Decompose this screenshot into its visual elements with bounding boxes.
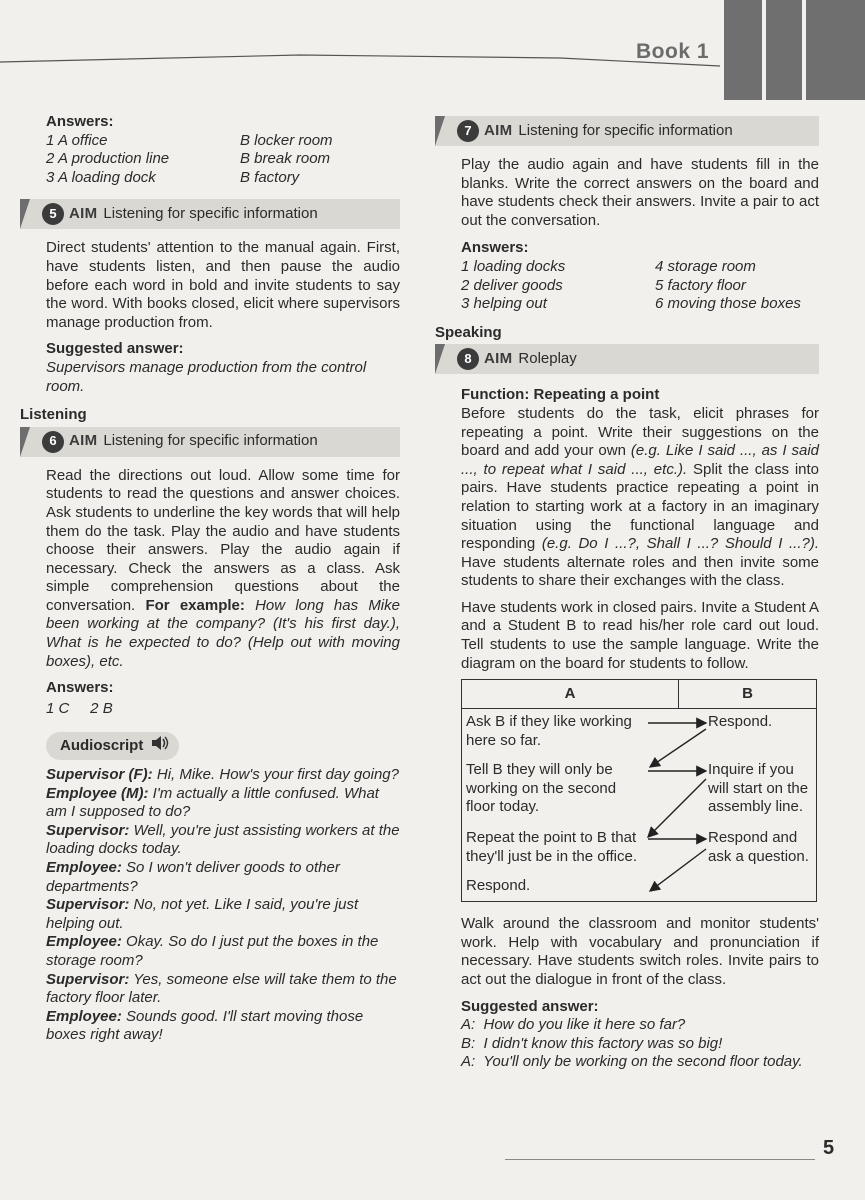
roleplay-diagram — [461, 679, 817, 902]
task8-suggested-heading: Suggested answer: — [461, 997, 599, 1015]
task8-suggested: A: How do you like it here so far? B: I didn't know this factory was so big! A: You'll only be working on the second floor today. — [461, 1016, 803, 1071]
task5-suggested: Supervisors manage production from the control room. — [46, 358, 367, 395]
task5-title: Listening for specific information — [103, 205, 318, 223]
right-column — [435, 116, 820, 1072]
task7-body: Play the audio again and have students fill in the blanks. Write the correct answers on the board and have students check their answers. Invite a pair to act out the conversation. — [461, 156, 819, 229]
diagram-a4: Respond. — [466, 877, 531, 895]
task5-aim-bar: 5 AIM Listening for specific information — [20, 199, 400, 229]
task8-body1: Before students do the task, elicit phrases for repeating a point. Write their suggestions on the board and add your own (e.g. Like I said ..., as I said ..., to repeat what I said ..., etc.). Split the class into pairs. Have students practice repeating a point in relation to starting work at a factory in an imaginary situation using the functional language and responding (e.g. Do I ...?, Shall I ...? Should I ...?). Have students alternate roles and then invite some students to share their exchanges with the class. — [461, 404, 820, 590]
diagram-b3: Respond and ask a question. — [708, 829, 809, 865]
diagram-col-b: B — [679, 680, 817, 709]
answers-list: 1 A office B locker room 2 A production line B break room 3 A loading dock B factory — [46, 131, 333, 186]
task8-title: Roleplay — [518, 350, 577, 368]
left-column — [20, 110, 400, 1045]
answers-heading: Answers: — [46, 113, 114, 130]
task5-suggested-heading: Suggested answer: — [46, 340, 184, 358]
diagram-b2: Inquire if you will start on the assembly line. — [708, 761, 809, 816]
footer-rule — [505, 1159, 815, 1160]
function-heading: Function: Repeating a point — [461, 386, 660, 404]
task6-answers: 1 C 2 B — [46, 699, 113, 717]
audioscript-label: Audioscript — [46, 732, 400, 760]
diagram-a2: Tell B they will only be working on the second floor today. — [466, 761, 617, 816]
diagram-a1: Ask B if they like working here so far. — [466, 713, 632, 749]
speaker-icon[interactable] — [151, 735, 169, 757]
task8-body2: Have students work in closed pairs. Invite a Student A and a Student B to read his/her role card out loud. Tell students to use the sample language. Write the diagram on the board for students to follow. — [461, 598, 819, 672]
listening-heading: Listening — [20, 406, 87, 424]
task8-body3: Walk around the classroom and monitor students' work. Help with vocabulary and pronunciation if necessary. Have students switch roles. Invite pairs to act out the dialogue in front of the class. — [461, 915, 819, 989]
task6-title: Listening for specific information — [103, 432, 318, 450]
task7-title: Listening for specific information — [518, 121, 733, 139]
header-tabs — [724, 0, 865, 100]
task7-answers-heading: Answers: — [461, 239, 529, 257]
page-number: 5 — [823, 1137, 835, 1159]
diagram-arrows — [462, 709, 816, 901]
diagram-b1: Respond. — [708, 713, 773, 731]
audioscript-text: Supervisor (F): Hi, Mike. How's your first day going? Employee (M): I'm actually a little confused. What am I supposed to do? Supervisor: Well, you're just assisting workers at the loading docks today. Employee: So I won't deliver goods to other departments? Supervisor: No, not yet. Like I said, you're just helping out. Employee: Okay. So do I just put the boxes in the storage room? Supervisor: Yes, someone else will take them to the factory floor later. Employee: Sounds good. I'll start moving those boxes right away! — [46, 766, 400, 1044]
task5-number: 5 — [42, 203, 64, 225]
task6-body: Read the directions out loud. Allow some time for students to read the questions and answer choices. Ask students to underline the key words that will help them do the task. Play the audio and have students choose their answers. Play the audio again if necessary. Check the answers as a class. Ask simple comprehension questions about the conversation. For example: How long has Mike been working at the company? (It's his first day.), What is he expected to do? (Help out with moving boxes), etc. — [46, 466, 400, 670]
task6-aim-bar: 6 AIM Listening for specific information — [20, 427, 400, 457]
book-title: Book 1 — [636, 40, 710, 63]
task7-aim-bar: 7 AIM Listening for specific information — [435, 116, 819, 146]
diagram-a3: Repeat the point to B that they'll just be in the office. — [466, 829, 638, 865]
task7-answers: 1 loading docks 4 storage room 2 deliver goods 5 factory floor 3 helping out 6 moving those boxes — [461, 257, 801, 313]
task8-aim-bar: 8 AIM Roleplay — [435, 344, 819, 374]
speaking-heading: Speaking — [435, 323, 502, 341]
diagram-col-a: A — [462, 680, 679, 709]
task6-answers-heading: Answers: — [46, 679, 114, 697]
task5-body: Direct students' attention to the manual again. First, have students listen, and then pause the audio before each word in bold and invite students to say the word. With books closed, elicit where supervisors manage production from. — [46, 239, 400, 331]
